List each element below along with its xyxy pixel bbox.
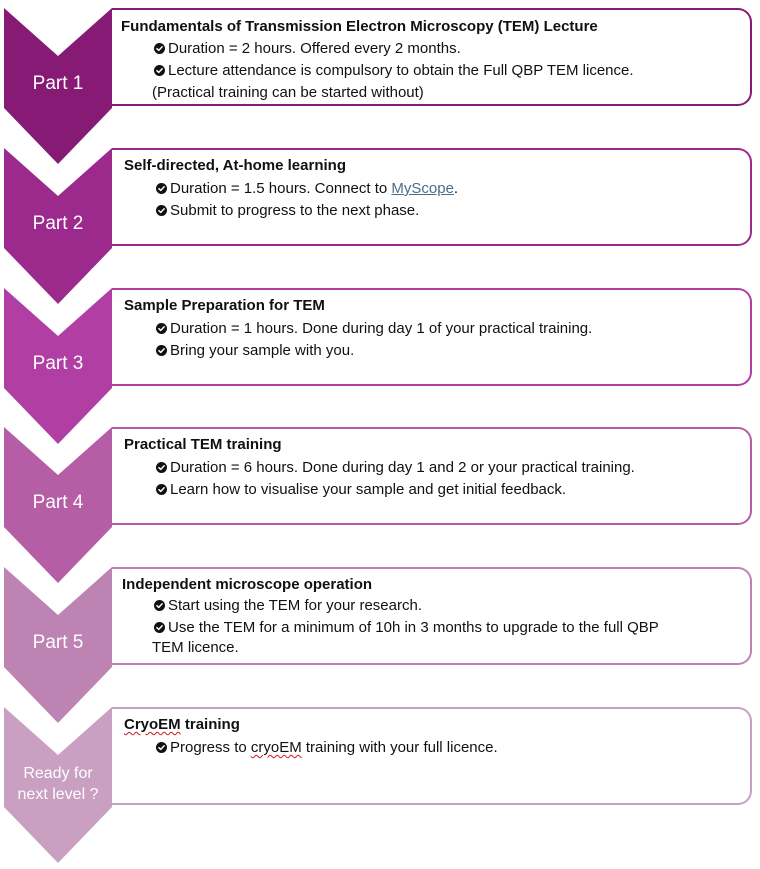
myscope-link[interactable]: MyScope bbox=[391, 180, 454, 197]
step-6-box bbox=[112, 707, 752, 805]
step-3-title: Sample Preparation for TEM bbox=[124, 297, 325, 314]
step-6-title: CryoEM training bbox=[124, 716, 240, 733]
part-1-label: Part 1 bbox=[32, 73, 84, 94]
step-4-item-2: Learn how to visualise your sample and get initial feedback. bbox=[170, 481, 566, 498]
step-part-4 bbox=[0, 427, 760, 583]
check-bullet-icon bbox=[154, 65, 165, 76]
check-bullet-icon bbox=[154, 43, 165, 54]
check-bullet-icon bbox=[154, 600, 165, 611]
step-2-item-1: Duration = 1.5 hours. Connect to MyScope. bbox=[170, 180, 458, 197]
check-bullet-icon bbox=[156, 183, 167, 194]
step-5-title: Independent microscope operation bbox=[122, 576, 373, 593]
step-part-1 bbox=[0, 8, 760, 164]
step-2-title: Self-directed, At-home learning bbox=[124, 157, 346, 174]
step-5-box bbox=[112, 567, 752, 665]
step-5-item-1: Start using the TEM for your research. bbox=[168, 597, 422, 614]
part-4-label: Part 4 bbox=[32, 492, 84, 513]
check-bullet-icon bbox=[156, 484, 167, 495]
step-next-level bbox=[0, 707, 760, 863]
check-bullet-icon bbox=[154, 622, 165, 633]
step-1-title: Fundamentals of Transmission Electron Microscopy (TEM) Lecture bbox=[121, 18, 598, 35]
step-2-box bbox=[112, 148, 752, 246]
step-1-item-2: Lecture attendance is compulsory to obtain the Full QBP TEM licence. bbox=[168, 62, 634, 79]
step-4-box bbox=[112, 427, 752, 525]
step-3-item-2: Bring your sample with you. bbox=[170, 342, 354, 359]
step-4-title: Practical TEM training bbox=[124, 436, 282, 453]
step-4-item-1: Duration = 6 hours. Done during day 1 and 2 or your practical training. bbox=[170, 459, 635, 476]
step-1-item-1: Duration = 2 hours. Offered every 2 months. bbox=[168, 40, 461, 57]
step-5-item-2: Use the TEM for a minimum of 10h in 3 months to upgrade to the full QBP bbox=[168, 619, 659, 636]
check-bullet-icon bbox=[156, 205, 167, 216]
step-3-item-1: Duration = 1 hours. Done during day 1 of your practical training. bbox=[170, 320, 592, 337]
step-3-box bbox=[112, 288, 752, 386]
step-1-box bbox=[112, 8, 752, 106]
check-bullet-icon bbox=[156, 462, 167, 473]
part-5-label: Part 5 bbox=[32, 632, 84, 653]
step-5-note: TEM licence. bbox=[152, 639, 239, 656]
step-part-3 bbox=[0, 288, 760, 444]
part-2-label: Part 2 bbox=[32, 213, 84, 234]
step-1-note: (Practical training can be started without) bbox=[152, 84, 424, 101]
check-bullet-icon bbox=[156, 742, 167, 753]
check-bullet-icon bbox=[156, 345, 167, 356]
step-2-item-2: Submit to progress to the next phase. bbox=[170, 202, 419, 219]
step-part-5 bbox=[0, 567, 760, 723]
step-6-item-1: Progress to cryoEM training with your full licence. bbox=[170, 739, 498, 756]
next-level-label: Ready for next level ? bbox=[17, 765, 99, 803]
step-part-2 bbox=[0, 148, 760, 304]
check-bullet-icon bbox=[156, 323, 167, 334]
part-3-label: Part 3 bbox=[32, 353, 84, 374]
